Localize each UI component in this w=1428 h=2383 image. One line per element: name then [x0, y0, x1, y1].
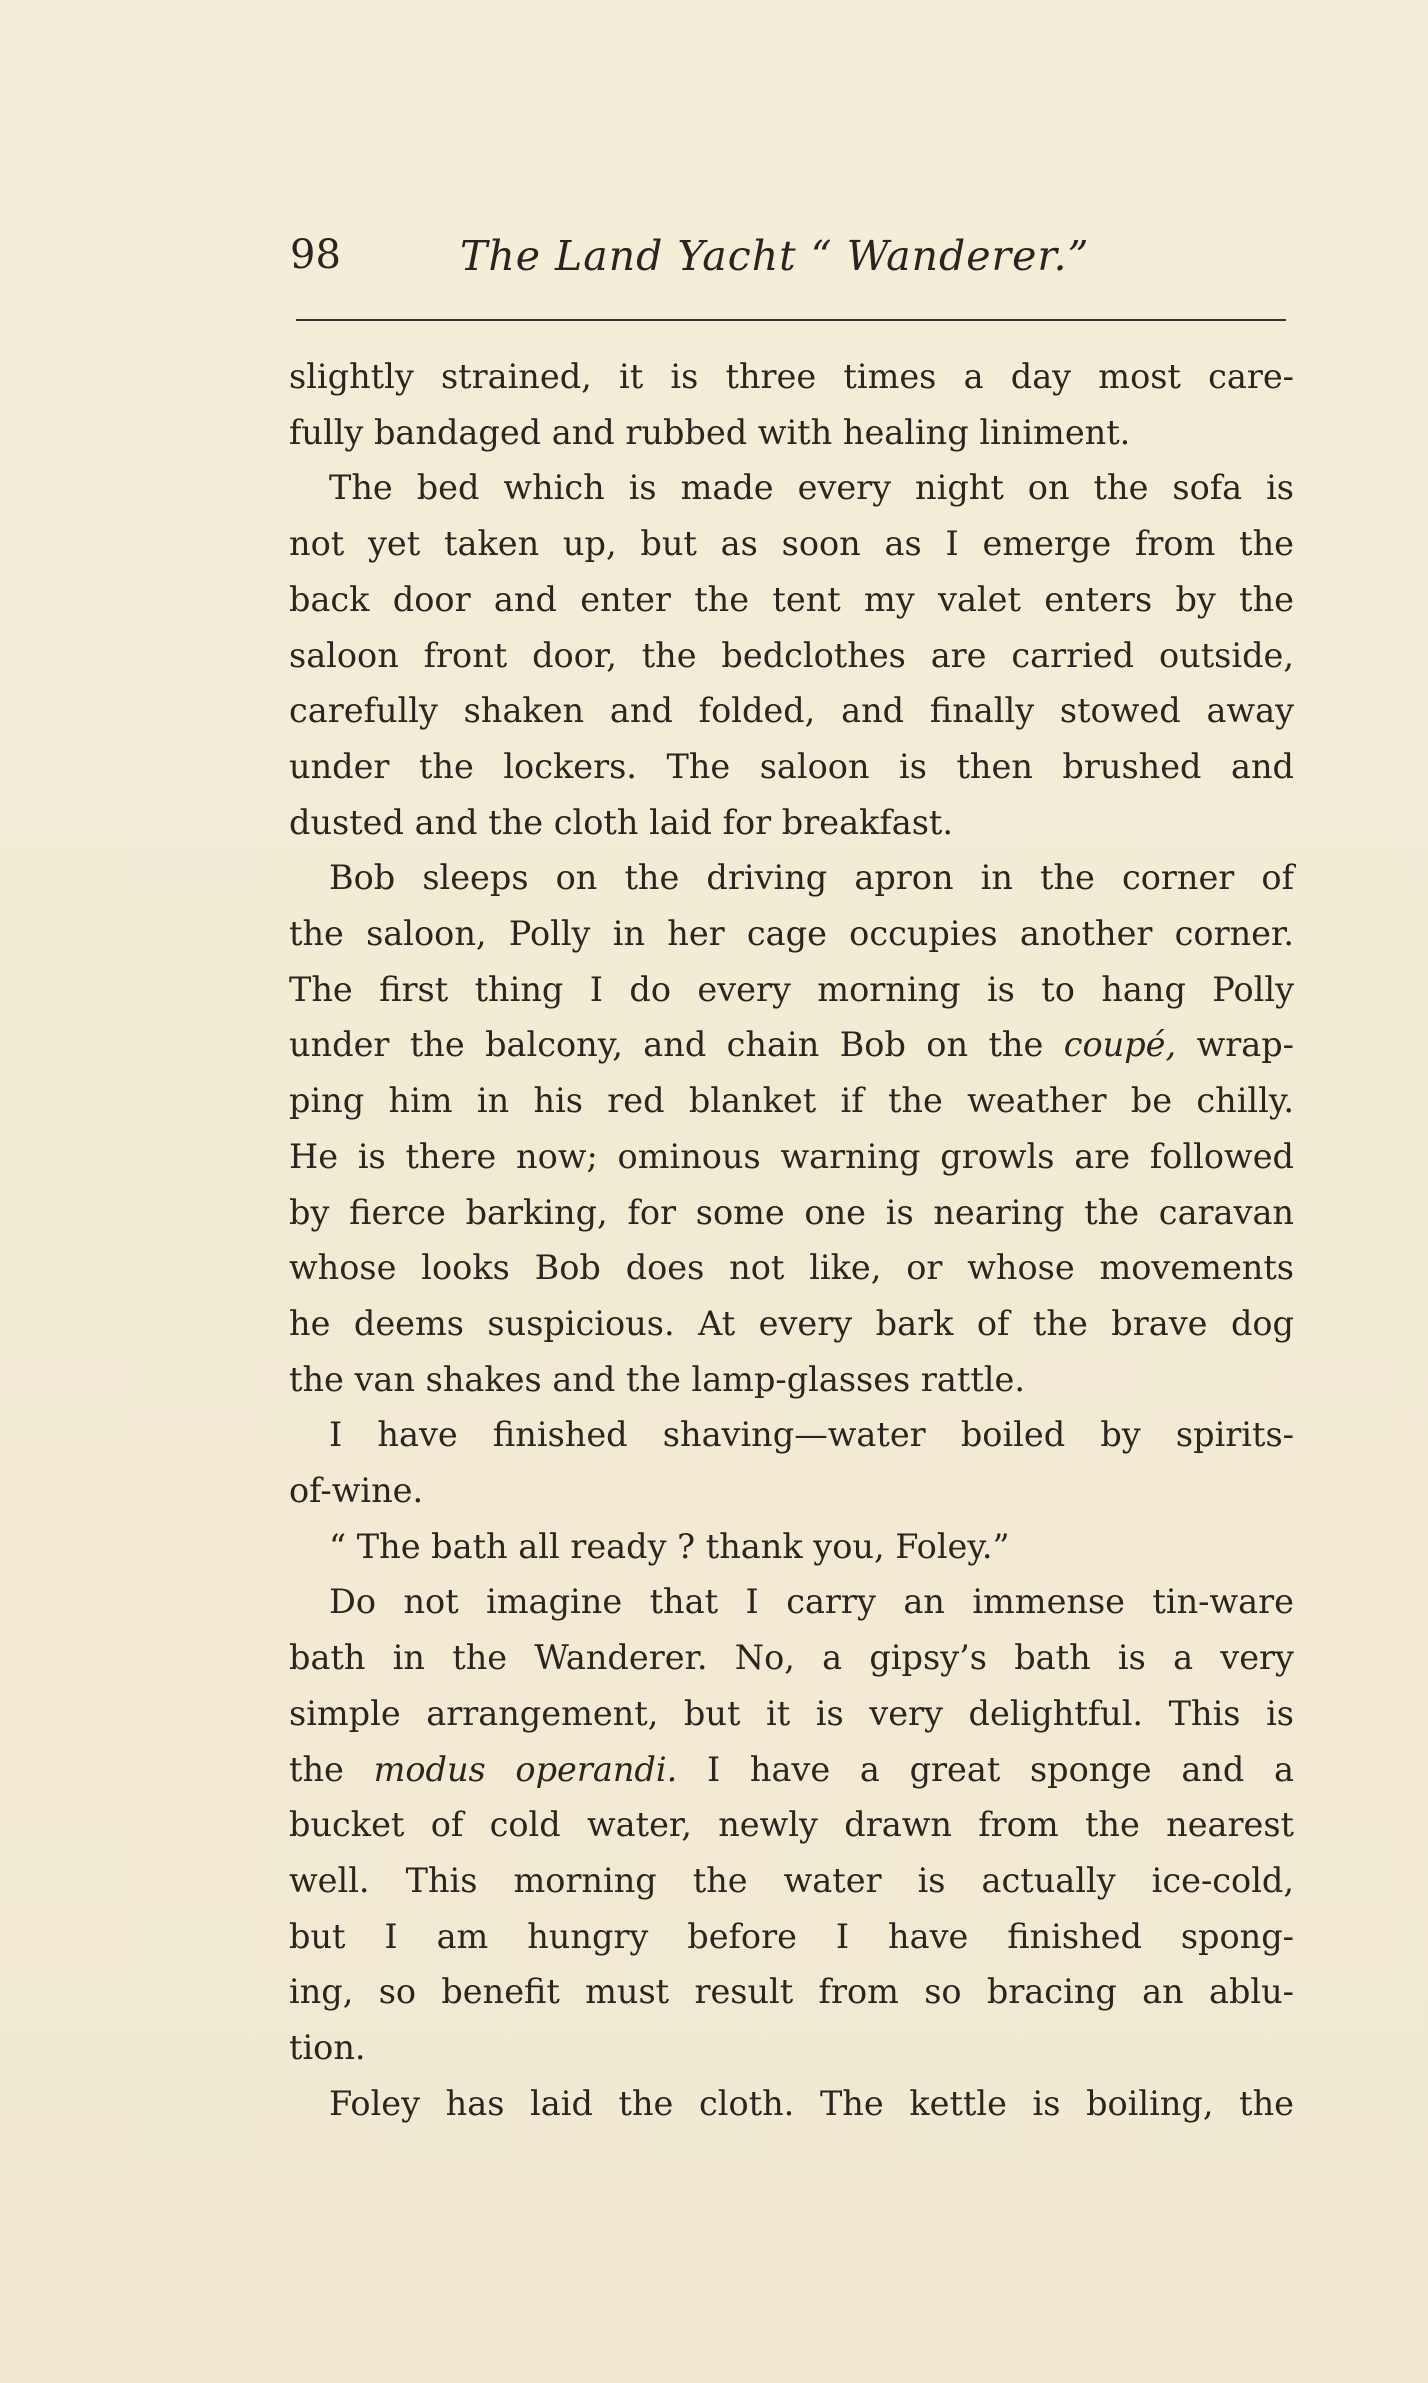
text-line: under the lockers. The saloon is then brushed and	[289, 746, 1294, 786]
text-line: of-wine.	[289, 1471, 424, 1511]
text-line: saloon front door, the bedclothes are carried outside,	[289, 635, 1294, 675]
text-line: The first thing I do every morning is to hang Polly	[289, 969, 1294, 1009]
text-line: ing, so benefit must result from so bracing an ablu-	[289, 1972, 1294, 2012]
text-segment: I have a great sponge and a	[677, 1749, 1295, 1789]
text-line: tion.	[289, 2028, 366, 2068]
text-line: He is there now; ominous warning growls are followed	[289, 1136, 1294, 1176]
text-line: back door and enter the tent my valet enters by the	[289, 579, 1294, 619]
text-segment: wrap-	[1176, 1025, 1295, 1065]
text-line: I have finished shaving—water boiled by spirits-	[329, 1415, 1294, 1455]
text-line: fully bandaged and rubbed with healing liniment.	[289, 412, 1131, 452]
italic-phrase: modus operandi.	[373, 1749, 678, 1789]
text-line	[289, 1017, 1294, 1073]
text-line: the saloon, Polly in her cage occupies another corner.	[289, 914, 1294, 954]
text-line: but I am hungry before I have finished spong-	[289, 1916, 1294, 1956]
text-line: Foley has laid the cloth. The kettle is boiling, the	[329, 2083, 1294, 2123]
text-line: he deems suspicious. At every bark of the brave dog	[289, 1303, 1294, 1343]
text-line: well. This morning the water is actually ice-cold,	[289, 1860, 1294, 1900]
text-line: The bed which is made every night on the sofa is	[329, 468, 1294, 508]
text-line: “ The bath all ready ? thank you, Foley.”	[329, 1526, 1010, 1566]
text-line: not yet taken up, but as soon as I emerge from the	[289, 524, 1294, 564]
italic-word: coupé,	[1063, 1025, 1177, 1065]
text-segment: the	[289, 1749, 374, 1789]
text-line: Do not imagine that I carry an immense tin-ware	[329, 1582, 1294, 1622]
body-text	[289, 349, 1294, 2132]
header-rule	[296, 319, 1286, 321]
text-line: ping him in his red blanket if the weather be chilly.	[289, 1081, 1294, 1121]
text-line: by fierce barking, for some one is nearing the caravan	[289, 1192, 1294, 1232]
text-line: slightly strained, it is three times a day most care-	[289, 357, 1294, 396]
text-line: the van shakes and the lamp-glasses rattle.	[289, 1359, 1025, 1399]
text-line: simple arrangement, but it is very delightful. This is	[289, 1693, 1294, 1733]
running-title: The Land Yacht “ Wanderer.”	[460, 232, 1090, 280]
text-line: Bob sleeps on the driving apron in the corner of	[329, 858, 1294, 898]
text-line: bath in the Wanderer. No, a gipsy’s bath is a very	[289, 1638, 1294, 1678]
text-line	[289, 1742, 1294, 1798]
page-number: 98	[290, 232, 341, 278]
text-line: carefully shaken and folded, and finally stowed away	[289, 691, 1294, 731]
text-line: whose looks Bob does not like, or whose movements	[289, 1248, 1294, 1288]
text-segment: under the balcony, and chain Bob on the	[289, 1025, 1064, 1065]
text-line: dusted and the cloth laid for breakfast.	[289, 802, 954, 842]
page-header	[290, 232, 1290, 302]
text-line: bucket of cold water, newly drawn from the nearest	[289, 1805, 1294, 1845]
